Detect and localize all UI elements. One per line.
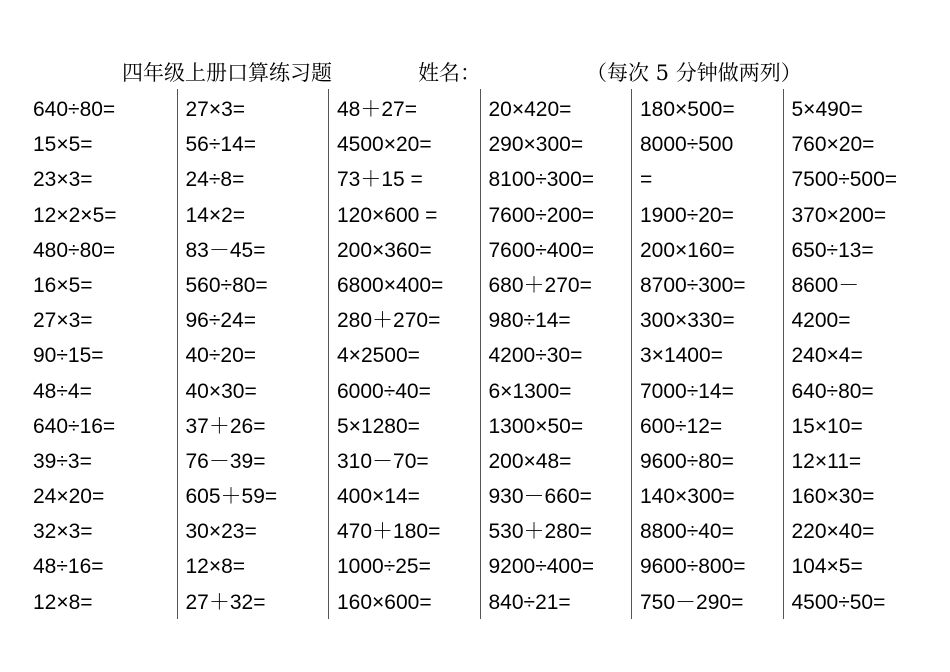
problem-item: 7500÷500= xyxy=(791,168,898,192)
problem-item: 640÷16= xyxy=(33,414,116,438)
problem-item: 16×5= xyxy=(33,273,93,297)
problem-item: 39÷3= xyxy=(33,449,92,473)
problem-item: 23×3= xyxy=(33,168,93,192)
problem-item: 5×490= xyxy=(791,98,863,121)
problem-item: 12×8= xyxy=(185,555,246,579)
problem-item: 24÷8= xyxy=(185,168,245,192)
problem-item: 4500×20= xyxy=(337,133,432,157)
problem-item: 76－39= xyxy=(185,449,266,473)
problem-item: 4200÷30= xyxy=(488,344,583,368)
problem-item: 310－70= xyxy=(337,449,429,473)
problem-column-4 xyxy=(480,89,632,619)
problem-item: 12×11= xyxy=(791,449,862,473)
problem-item: 9600÷800= xyxy=(640,555,746,579)
problem-item: 840÷21= xyxy=(488,590,571,614)
problem-item: 470＋180= xyxy=(337,520,441,544)
problem-item: 8800÷40= xyxy=(640,520,734,544)
problem-item: 6×1300= xyxy=(488,379,572,403)
problem-column-1 xyxy=(25,89,177,619)
problem-item: 40×30= xyxy=(185,379,257,403)
problem-item: 8100÷300= xyxy=(488,168,595,192)
problem-item: 120×600 = xyxy=(337,203,438,227)
problem-item: 6000÷40= xyxy=(337,379,431,403)
problem-item: 4×2500= xyxy=(337,344,420,368)
problem-item: 600÷12= xyxy=(640,414,723,438)
problem-item: 650÷13= xyxy=(791,238,874,262)
problem-column-6 xyxy=(783,89,935,619)
problem-item: 200×48= xyxy=(488,449,572,473)
problem-item: 8600－ xyxy=(791,273,860,297)
problem-item: 40÷20= xyxy=(185,344,257,368)
problem-item: 90÷15= xyxy=(33,344,104,368)
problem-item: 4500÷50= xyxy=(791,590,886,614)
problem-item: 9200÷400= xyxy=(488,555,595,579)
instruction-note: （每次 5 分钟做两列） xyxy=(586,61,802,85)
problem-item: 15×5= xyxy=(33,133,93,157)
problem-item: 240×4= xyxy=(791,344,863,368)
problem-item: 48＋27= xyxy=(337,98,417,121)
problem-item: 200×160= xyxy=(640,238,735,262)
problem-grid xyxy=(25,89,935,619)
problem-item: 37＋26= xyxy=(185,414,266,438)
worksheet-header xyxy=(0,57,950,87)
problem-item: = xyxy=(640,168,653,192)
problem-item: 104×5= xyxy=(791,555,863,579)
problem-item: 930－660= xyxy=(488,485,592,509)
problem-item: 7000÷14= xyxy=(640,379,734,403)
problem-item: 640÷80= xyxy=(791,379,874,403)
problem-item: 48÷4= xyxy=(33,379,92,403)
problem-item: 15×10= xyxy=(791,414,863,438)
problem-item: 30×23= xyxy=(185,520,257,544)
problem-item: 400×14= xyxy=(337,485,420,509)
problem-item: 24×20= xyxy=(33,485,105,509)
problem-column-3 xyxy=(328,89,480,619)
problem-item: 83－45= xyxy=(185,238,266,262)
problem-item: 180×500= xyxy=(640,98,735,121)
problem-item: 280＋270= xyxy=(337,309,441,333)
problem-item: 300×330= xyxy=(640,309,735,333)
problem-item: 1300×50= xyxy=(488,414,584,438)
problem-item: 980÷14= xyxy=(488,309,571,333)
problem-item: 1000÷25= xyxy=(337,555,431,579)
problem-item: 4200= xyxy=(791,309,851,333)
problem-item: 1900÷20= xyxy=(640,203,734,227)
worksheet-title: 四年级上册口算练习题 xyxy=(122,61,332,85)
problem-item: 370×200= xyxy=(791,203,887,227)
problem-item: 27×3= xyxy=(185,98,246,121)
problem-item: 3×1400= xyxy=(640,344,723,368)
problem-item: 7600÷200= xyxy=(488,203,595,227)
problem-item: 96÷24= xyxy=(185,309,257,333)
problem-item: 32×3= xyxy=(33,520,93,544)
problem-item: 640÷80= xyxy=(33,98,116,121)
problem-item: 8700÷300= xyxy=(640,273,746,297)
problem-item: 750－290= xyxy=(640,590,744,614)
problem-column-5 xyxy=(631,89,783,619)
problem-item: 12×8= xyxy=(33,590,93,614)
problem-item: 220×40= xyxy=(791,520,875,544)
problem-item: 73＋15 = xyxy=(337,168,423,192)
problem-item: 140×300= xyxy=(640,485,735,509)
problem-item: 530＋280= xyxy=(488,520,592,544)
problem-item: 160×600= xyxy=(337,590,432,614)
problem-item: 160×30= xyxy=(791,485,875,509)
problem-item: 56÷14= xyxy=(185,133,257,157)
problem-item: 12×2×5= xyxy=(33,203,117,227)
name-label: 姓名： xyxy=(418,61,481,85)
problem-item: 560÷80= xyxy=(185,273,268,297)
problem-item: 680＋270= xyxy=(488,273,592,297)
problem-item: 48÷16= xyxy=(33,555,104,579)
problem-item: 8000÷500 xyxy=(640,133,734,157)
problem-item: 20×420= xyxy=(488,98,572,121)
problem-item: 200×360= xyxy=(337,238,432,262)
problem-item: 480÷80= xyxy=(33,238,116,262)
problem-item: 7600÷400= xyxy=(488,238,595,262)
problem-item: 27×3= xyxy=(33,309,93,333)
problem-item: 290×300= xyxy=(488,133,584,157)
problem-column-2 xyxy=(177,89,329,619)
problem-item: 14×2= xyxy=(185,203,246,227)
problem-item: 5×1280= xyxy=(337,414,420,438)
problem-item: 760×20= xyxy=(791,133,875,157)
problem-item: 27＋32= xyxy=(185,590,266,614)
problem-item: 6800×400= xyxy=(337,273,444,297)
problem-item: 9600÷80= xyxy=(640,449,734,473)
problem-item: 605＋59= xyxy=(185,485,278,509)
